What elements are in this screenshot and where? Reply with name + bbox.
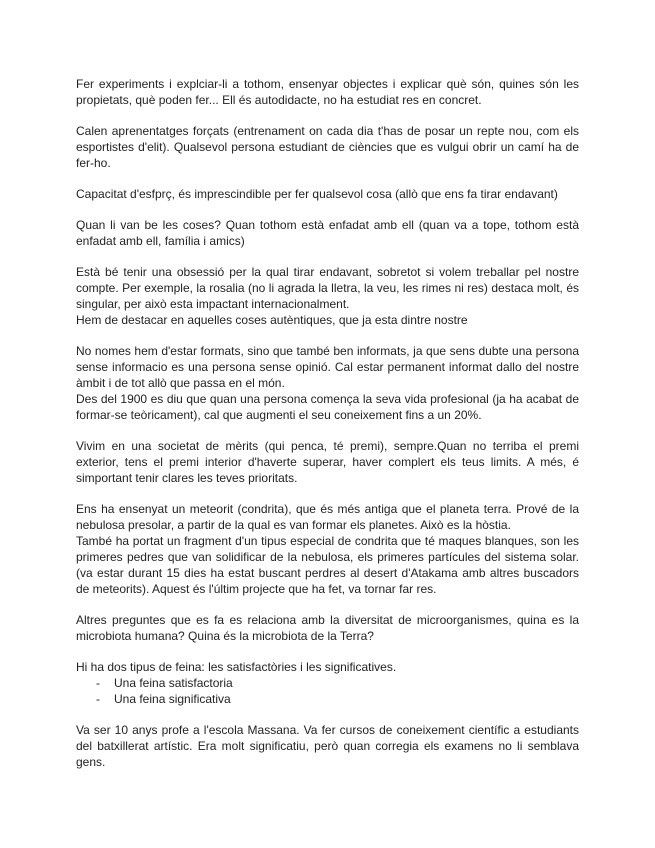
paragraph-informats: No nomes hem d'estar formats, sino que també ben informats, ja que sens dubte una persona sense informacio es una persona sense opinió. Cal estar permanent informat dallo del nostre àmbit i de tot allò que passa en el món.: [76, 344, 579, 390]
paragraph-experiments: Fer experiments i explciar-li a tothom, ensenyar objectes i explicar què són, quines són les propietats, què poden fer... Ell és autodidacte, no ha estudiat res en concret.: [76, 77, 579, 107]
document-page: [76, 76, 579, 785]
list-item-label: Una feina satisfactoria: [114, 676, 233, 690]
list-item: [76, 691, 579, 707]
dash-bullet: -: [96, 676, 100, 690]
paragraph-esforc: Capacitat d'esfprç, és imprescindible per fer qualsevol cosa (allò que ens fa tirar endavant): [76, 187, 558, 201]
paragraph-tipus-feina: Hi ha dos tipus de feina: les satisfactòries i les significatives.: [76, 660, 397, 674]
paragraph-aprenentatges: Calen aprenentatges forçats (entrenament on cada dia t'has de posar un repte nou, com els esportistes d'elit). Qualsevol persona estudiant de ciències que es vulgui obrir un camí ha de fer-ho.: [76, 124, 579, 170]
paragraph-autentiques: Hem de destacar en aquelles coses autèntiques, que ja esta dintre nostre: [76, 313, 468, 327]
paragraph-meteorit: Ens ha ensenyat un meteorit (condrita), que és més antiga que el planeta terra. Prové de la nebulosa presolar, a partir de la qual es van formar els planetes. Això es la hòstia.: [76, 502, 579, 532]
list-item: [76, 675, 579, 691]
block-informats: [76, 343, 579, 423]
paragraph-1900: Des del 1900 es diu que quan una persona comença la seva vida profesional (ja ha acabat de formar-se teòricament), cal que augmenti el seu coneixement fins a un 20%.: [76, 392, 579, 422]
block-obsessio: [76, 264, 579, 328]
block-meteorit: [76, 501, 579, 597]
paragraph-enfadat: Quan li van be les coses? Quan tothom està enfadat amb ell (quan va a tope, tothom està enfadat amb ell, família i amics): [76, 218, 579, 248]
feina-list: [76, 675, 579, 707]
dash-bullet: -: [96, 692, 100, 706]
paragraph-obsessio: Està bé tenir una obsessió per la qual tirar endavant, sobretot si volem treballar pel nostre compte. Per exemple, la rosalia (no li agrada la lletra, la veu, les rimes ni res) destaca molt, és singular, per això esta impactant internacionalment.: [76, 265, 579, 311]
paragraph-merits: Vivim en una societat de mèrits (qui penca, té premi), sempre.Quan no terriba el premi exterior, tens el premi interior d'haverte superar, haver complert els teus limits. A més, é simportant tenir clares les teves prioritats.: [76, 439, 579, 485]
paragraph-condrita: També ha portat un fragment d'un tipus especial de condrita que té maques blanques, son les primeres pedres que van solidificar de la nebulosa, els primeres partícules del sistema solar. (va estar durant 15 dies ha estat buscant perdres al desert d'Atakama amb altres buscadors de meteorits). Aquest és l'últim projecte que ha fet, va tornar far res.: [76, 534, 579, 596]
paragraph-microbiota: Altres preguntes que es fa es relaciona amb la diversitat de microorganismes, quina es la microbiota humana? Quina és la microbiota de la Terra?: [76, 613, 579, 643]
list-item-label: Una feina significativa: [114, 692, 231, 706]
paragraph-massana: Va ser 10 anys profe a l'escola Massana. Va fer cursos de coneixement científic a estudiants del batxillerat artístic. Era molt significatiu, però quan corregia els examens no li semblava gens.: [76, 723, 579, 769]
